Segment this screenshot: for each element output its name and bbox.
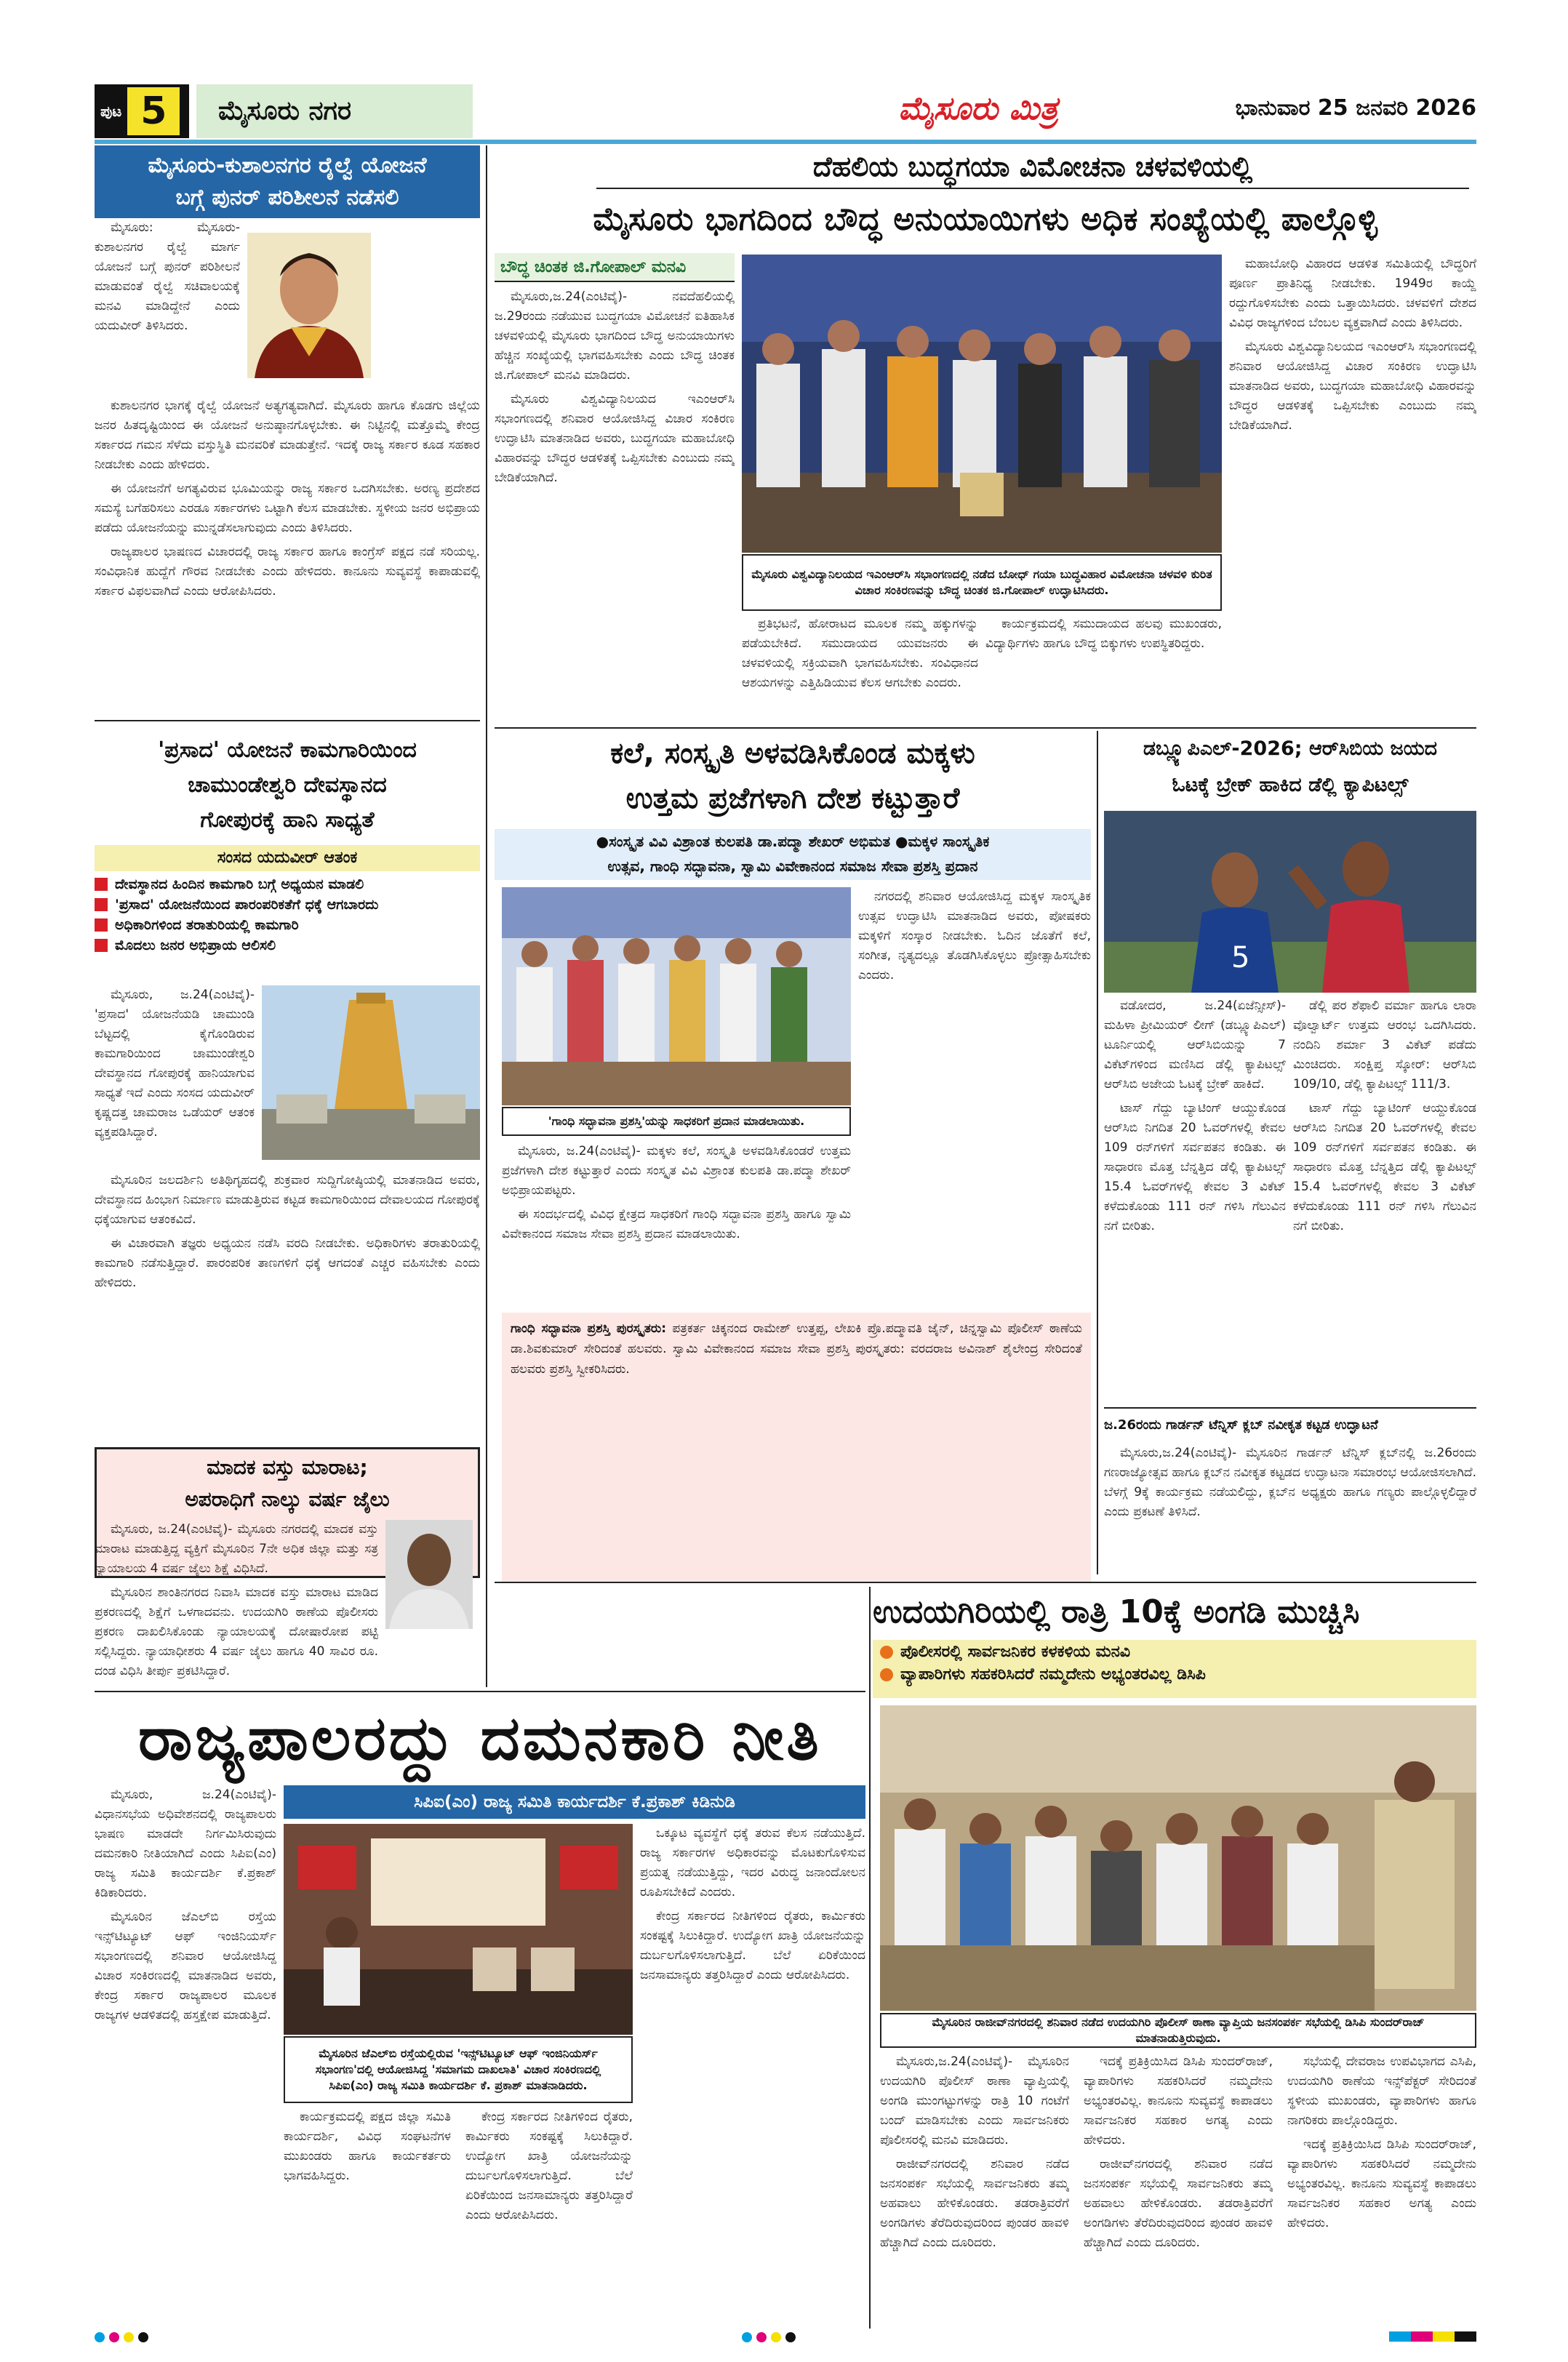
udayagiri-bullets (873, 1640, 1476, 1698)
section-name: ಮೈಸೂರು ನಗರ (196, 84, 473, 138)
rail-headline-line1: ಮೈಸೂರು-ಕುಶಾಲನಗರ ರೈಲ್ವೆ ಯೋಜನೆ (148, 153, 427, 178)
wpl-body (1104, 996, 1286, 1404)
udayagiri-body-3 (1287, 2052, 1476, 2329)
column-divider (869, 1587, 871, 2329)
buddha-body-3 (985, 614, 1222, 724)
tennis-headline: ಜ.26ರಂದು ಗಾರ್ಡನ್ ಟೆನ್ನಿಸ್ ಕ್ಲಬ್ ನವೀಕೃತ ಕಟ್ಟಡ ಉದ್ಘಾಟನೆ (1104, 1417, 1378, 1433)
culture-subhead (495, 829, 1091, 880)
wpl-headline-line1: ಡಬ್ಲ್ಯೂಪಿಎಲ್-2026; ಆರ್‌ಸಿಬಿಯ ಜಯದ (1143, 737, 1438, 760)
culture-awards-text: ಪತ್ರಕರ್ತ ಚಿಕ್ಕನಂದ ರಾಮೇಶ್ ಉತ್ತಪ್ಪ, ಲೇಖಕಿ ಪ್ರೊ.ಪದ್ಮಾವತಿ ಜೈನ್, ಚಿನ್ನಸ್ವಾಮಿ ಪೊಲೀಸ್ ಠಾಣೆಯ ಡಾ.ಶಿವಕುಮಾರ್ ಸೇರಿದಂತೆ ಹಲವರು. ಸ್ವಾಮಿ ವಿವೇಕಾನಂದ ಸಮಾಜ ಸೇವಾ ಪ್ರಶಸ್ತಿ ಪುರಸ್ಕೃತರು: ವರದರಾಜ ಅವಿನಾಶ್ ಶೈಲೇಂದ್ರ ಸೇರಿದಂತೆ ಹಲವರು ಪ್ರಶಸ್ತಿ ಸ್ವೀಕರಿಸಿದರು. (511, 1321, 1082, 1377)
column-divider (1097, 731, 1098, 1574)
wpl-headline (1104, 731, 1476, 811)
rail-headline-line2: ಬಗ್ಗೆ ಪುನರ್ ಪರಿಶೀಲನೆ ನಡೆಸಲಿ (175, 185, 399, 210)
prasada-headline (95, 727, 480, 844)
yaduveer-portrait (247, 233, 371, 378)
governor-para-5: ಕಾರ್ಯಕ್ರಮದಲ್ಲಿ ಪಕ್ಷದ ಜಿಲ್ಲಾ ಸಮಿತಿ ಕಾರ್ಯದರ್ಶಿ, ವಿವಿಧ ಸಂಘಟನೆಗಳ ಮುಖಂಡರು ಹಾಗೂ ಕಾರ್ಯಕರ್ತರು ಭಾಗವಹಿಸಿದ್ದರು. (284, 2110, 451, 2183)
rail-body (95, 396, 480, 709)
drugs-headline-line2: ಅಪರಾಧಿಗೆ ನಾಲ್ಕು ವರ್ಷ ಜೈಲು (185, 1487, 390, 1511)
divider (1104, 1407, 1476, 1409)
governor-body-3 (284, 2107, 451, 2326)
culture-headline-line2: ಉತ್ತಮ ಪ್ರಜೆಗಳಾಗಿ ದೇಶ ಕಟ್ಟುತ್ತಾರೆ (625, 782, 960, 815)
buddha-para-5b: ಮೈಸೂರು ವಿಶ್ವವಿದ್ಯಾನಿಲಯದ ಇಎಂಆರ್‌ಸಿ ಸಭಾಂಗಣದಲ್ಲಿ ಶನಿವಾರ ಆಯೋಜಿಸಿದ್ದ ವಿಚಾರ ಸಂಕಿರಣ ಉದ್ಘಾಟಿಸಿ ಮಾತನಾಡಿದ ಅವರು, ಬುದ್ಧಗಯಾ ಮಹಾಬೋಧಿ ವಿಹಾರವನ್ನು ಬೌದ್ಧರ ಆಡಳಿತಕ್ಕೆ ಒಪ್ಪಿಸಬೇಕು ಎಂಬುದು ನಮ್ಮ ಬೇಡಿಕೆಯಾಗಿದೆ. (1229, 340, 1476, 433)
buddha-para-4: ಕಾರ್ಯಕ್ರಮದಲ್ಲಿ ಸಮುದಾಯದ ಹಲವು ಮುಖಂಡರು, ವಿದ್ಯಾರ್ಥಿಗಳು ಹಾಗೂ ಬೌದ್ಧ ಬಿಕ್ಕುಗಳು ಉಪಸ್ಥಿತರಿದ್ದರು. (985, 617, 1222, 651)
divider (95, 1691, 865, 1692)
culture-headline (495, 731, 1091, 825)
tennis-para-1: ಮೈಸೂರು,ಜ.24(ಎಂಟಿವೈ)- ಮೈಸೂರಿನ ಗಾರ್ಡನ್ ಟೆನ್ನಿಸ್ ಕ್ಲಬ್‌ನಲ್ಲಿ ಜ.26ರಂದು ಗಣರಾಜ್ಯೋತ್ಸವ ಹಾಗೂ ಕ್ಲಬ್‌ನ ನವೀಕೃತ ಕಟ್ಟಡದ ಉದ್ಘಾಟನಾ ಸಮಾರಂಭ ಆಯೋಜಿಸಲಾಗಿದೆ. ಬೆಳಗ್ಗೆ 9ಕ್ಕೆ ಕಾರ್ಯಕ್ರಮ ನಡೆಯಲಿದ್ದು, ಕ್ಲಬ್‌ನ ಅಧ್ಯಕ್ಷರು ಹಾಗೂ ಗಣ್ಯರು ಪಾಲ್ಗೊಳ್ಳಲಿದ್ದಾರೆ ಎಂದು ಪ್ರಕಟಣೆ ತಿಳಿಸಿದೆ. (1104, 1446, 1476, 1519)
culture-awards-heading: ಗಾಂಧಿ ಸದ್ಭಾವನಾ ಪ್ರಶಸ್ತಿ ಪುರಸ್ಕೃತರು: (511, 1321, 667, 1336)
wpl-para-2: ಟಾಸ್ ಗೆದ್ದು ಬ್ಯಾಟಿಂಗ್ ಆಯ್ದುಕೊಂಡ ಆರ್‌ಸಿಬಿ ನಿಗದಿತ 20 ಓವರ್‌ಗಳಲ್ಲಿ ಕೇವಲ 109 ರನ್‌ಗಳಿಗೆ ಸರ್ವಪತನ ಕಂಡಿತು. ಈ ಸಾಧಾರಣ ಮೊತ್ತ ಬೆನ್ನತ್ತಿದ ಡೆಲ್ಲಿ ಕ್ಯಾಪಿಟಲ್ಸ್ 15.4 ಓವರ್‌ಗಳಲ್ಲಿ ಕೇವಲ 3 ವಿಕೆಟ್ ಕಳೆದುಕೊಂಡು 111 ರನ್ ಗಳಿಸಿ ಗೆಲುವಿನ ನಗೆ ಬೀರಿತು. (1104, 1101, 1286, 1233)
rail-headline (95, 145, 480, 218)
udayagiri-headline: ಉದಯಗಿರಿಯಲ್ಲಿ ರಾತ್ರಿ 10ಕ್ಕೆ ಅಂಗಡಿ ಮುಚ್ಚಿಸಿ (873, 1593, 1360, 1630)
buddha-photo-caption: ಮೈಸೂರು ವಿಶ್ವವಿದ್ಯಾನಿಲಯದ ಇಎಂಆರ್‌ಸಿ ಸಭಾಂಗಣದಲ್ಲಿ ನಡೆದ ಬೋಧ್ ಗಯಾ ಬುದ್ಧವಿಹಾರ ವಿಮೋಚನಾ ಚಳವಳಿ ಕುರಿತ ವಿಚಾರ ಸಂಕಿರಣವನ್ನು ಬೌದ್ಧ ಚಿಂತಕ ಜಿ.ಗೋಪಾಲ್ ಉದ್ಘಾಟಿಸಿದರು. (742, 554, 1222, 611)
dateline: ಭಾನುವಾರ 25 ಜನವರಿ 2026 (1235, 95, 1476, 121)
buddha-para-5: ಮಹಾಬೋಧಿ ವಿಹಾರದ ಆಡಳಿತ ಸಮಿತಿಯಲ್ಲಿ ಬೌದ್ಧರಿಗೆ ಪೂರ್ಣ ಪ್ರಾತಿನಿಧ್ಯ ನೀಡಬೇಕು. 1949ರ ಕಾಯ್ದೆ ರದ್ದುಗೊಳಿಸಬೇಕು ಎಂದು ಒತ್ತಾಯಿಸಿದರು. ಚಳವಳಿಗೆ ದೇಶದ ವಿವಿಧ ರಾಜ್ಯಗಳಿಂದ ಬೆಂಬಲ ವ್ಯಕ್ತವಾಗಿದೆ ಎಂದು ತಿಳಿಸಿದರು. (1229, 257, 1476, 330)
column-divider (486, 145, 487, 1687)
rail-intro: ಮೈಸೂರು: ಮೈಸೂರು-ಕುಶಾಲನಗರ ರೈಲ್ವೆ ಮಾರ್ಗ ಯೋಜನೆ ಬಗ್ಗೆ ಪುನರ್ ಪರಿಶೀಲನೆ ಮಾಡುವಂತೆ ರೈಲ್ವೆ ಸಚಿವಾಲಯಕ್ಕೆ ಮನವಿ ಮಾಡಿದ್ದೇನೆ ಎಂದು ಯದುವೀರ್ ತಿಳಿಸಿದರು. (95, 220, 240, 333)
buddha-para-2: ಮೈಸೂರು ವಿಶ್ವವಿದ್ಯಾನಿಲಯದ ಇಎಂಆರ್‌ಸಿ ಸಭಾಂಗಣದಲ್ಲಿ ಶನಿವಾರ ಆಯೋಜಿಸಿದ್ದ ವಿಚಾರ ಸಂಕಿರಣ ಉದ್ಘಾಟಿಸಿ ಮಾತನಾಡಿದ ಅವರು, ಬುದ್ಧಗಯಾ ಮಹಾಬೋಧಿ ವಿಹಾರವನ್ನು ಬೌದ್ಧರ ಆಡಳಿತಕ್ಕೆ ಒಪ್ಪಿಸಬೇಕು ಎಂಬುದು ನಮ್ಮ ಬೇಡಿಕೆಯಾಗಿದೆ. (495, 392, 735, 485)
divider (495, 1582, 1476, 1583)
registration-dots-left (95, 2331, 153, 2345)
prasada-para-1: ಮೈಸೂರು, ಜ.24(ಎಂಟಿವೈ)- 'ಪ್ರಸಾದ' ಯೋಜನೆಯಡಿ ಚಾಮುಂಡಿ ಬೆಟ್ಟದಲ್ಲಿ ಕೈಗೊಂಡಿರುವ ಕಾಮಗಾರಿಯಿಂದ ಚಾಮುಂಡೇಶ್ವರಿ ದೇವಸ್ಥಾನದ ಗೋಪುರಕ್ಕೆ ಹಾನಿಯಾಗುವ ಸಾಧ್ಯತೆ ಇದೆ ಎಂದು ಸಂಸದ ಯದುವೀರ್ ಕೃಷ್ಣದತ್ತ ಚಾಮರಾಜ ಒಡೆಯರ್ ಆತಂಕ ವ್ಯಕ್ತಪಡಿಸಿದ್ದಾರೆ. (95, 988, 255, 1140)
prasada-byline: ಸಂಸದ ಯದುವೀರ್ ಆತಂಕ (95, 845, 480, 871)
culture-award-photo (502, 887, 851, 1105)
culture-body-left (502, 1142, 851, 1309)
udayagiri-para-3b: ಇದಕ್ಕೆ ಪ್ರತಿಕ್ರಿಯಿಸಿದ ಡಿಸಿಪಿ ಸುಂದರ್‌ರಾಜ್, ವ್ಯಾಪಾರಿಗಳು ಸಹಕರಿಸಿದರೆ ನಮ್ಮದೇನು ಅಭ್ಯಂತರವಿಲ್ಲ. ಕಾನೂನು ಸುವ್ಯವಸ್ಥೆ ಕಾಪಾಡಲು ಸಾರ್ವಜನಿಕರ ಸಹಕಾರ ಅಗತ್ಯ ಎಂದು ಹೇಳಿದರು. (1287, 2137, 1476, 2230)
chamundi-temple-photo (262, 985, 480, 1160)
buddha-para-3: ಪ್ರತಿಭಟನೆ, ಹೋರಾಟದ ಮೂಲಕ ನಮ್ಮ ಹಕ್ಕುಗಳನ್ನು ಪಡೆಯಬೇಕಿದೆ. ಸಮುದಾಯದ ಯುವಜನರು ಈ ಚಳವಳಿಯಲ್ಲಿ ಸಕ್ರಿಯವಾಗಿ ಭಾಗವಹಿಸಬೇಕು. ಸಂವಿಧಾನದ ಆಶಯಗಳನ್ನು ಎತ್ತಿಹಿಡಿಯುವ ಕೆಲಸ ಆಗಬೇಕು ಎಂದರು. (742, 617, 978, 690)
prasada-para-2: ಮೈಸೂರಿನ ಜಲದರ್ಶಿನಿ ಅತಿಥಿಗೃಹದಲ್ಲಿ ಶುಕ್ರವಾರ ಸುದ್ದಿಗೋಷ್ಠಿಯಲ್ಲಿ ಮಾತನಾಡಿದ ಅವರು, ದೇವಸ್ಥಾನದ ಹಿಂಭಾಗ ನಿರ್ಮಾಣ ಮಾಡುತ್ತಿರುವ ಕಟ್ಟಡ ಕಾಮಗಾರಿಯಿಂದ ದೇವಾಲಯದ ಗೋಪುರಕ್ಕೆ ಧಕ್ಕೆಯಾಗುವ ಆತಂಕವಿದೆ. (95, 1173, 480, 1227)
udayagiri-body-2 (1084, 2052, 1273, 2329)
udayagiri-bullet-2: ವ್ಯಾಪಾರಿಗಳು ಸಹಕರಿಸಿದರೆ ನಮ್ಮದೇನು ಅಭ್ಯಂತರವಿಲ್ಲ ಡಿಸಿಪಿ (880, 1665, 1469, 1684)
udayagiri-para-4: ಸಭೆಯಲ್ಲಿ ದೇವರಾಜ ಉಪವಿಭಾಗದ ಎಸಿಪಿ, ಉದಯಗಿರಿ ಠಾಣೆಯ ಇನ್ಸ್‌ಪೆಕ್ಟರ್ ಸೇರಿದಂತೆ ಸ್ಥಳೀಯ ಮುಖಂಡರು, ವ್ಯಾಪಾರಿಗಳು ಹಾಗೂ ನಾಗರಿಕರು ಪಾಲ್ಗೊಂಡಿದ್ದರು. (1287, 2054, 1476, 2128)
culture-subhead-line1: ●ಸಂಸ್ಕೃತ ವಿವಿ ವಿಶ್ರಾಂತ ಕುಲಪತಿ ಡಾ.ಪದ್ಮಾ ಶೇಖರ್ ಅಭಿಮತ ●ಮಕ್ಕಳ ಸಾಂಸ್ಕೃತಿಕ (596, 833, 990, 850)
prasada-bullet: 'ಪ್ರಸಾದ' ಯೋಜನೆಯಿಂದ ಪಾರಂಪರಿಕತೆಗೆ ಧಕ್ಕೆ ಆಗಬಾರದು (95, 897, 480, 913)
governor-photo-caption: ಮೈಸೂರಿನ ಜೆಎಲ್‌ಬಿ ರಸ್ತೆಯಲ್ಲಿರುವ 'ಇನ್ಸ್‌ಟಿಟ್ಯೂಟ್ ಆಫ್ ಇಂಜಿನಿಯರ್ಸ್ ಸಭಾಂಗಣ'ದಲ್ಲಿ ಆಯೋಜಿಸಿದ್ದ 'ಸಮಾಗಮ ದಾಖಲಾತಿ' ವಿಚಾರ ಸಂಕಿರಣದಲ್ಲಿ ಸಿಪಿಐ(ಎಂ) ರಾಜ್ಯ ಸಮಿತಿ ಕಾರ್ಯದರ್ಶಿ ಕೆ. ಪ್ರಕಾಶ್ ಮಾತನಾಡಿದರು. (284, 2036, 633, 2103)
governor-body-2 (640, 1824, 865, 2326)
culture-awards-box (502, 1313, 1091, 1582)
buddha-byline: ಬೌದ್ಧ ಚಿಂತಕ ಜಿ.ಗೋಪಾಲ್ ಮನವಿ (495, 253, 735, 282)
prasada-body (95, 1171, 480, 1447)
drugs-para-1: ಮೈಸೂರು, ಜ.24(ಎಂಟಿವೈ)- ಮೈಸೂರು ನಗರದಲ್ಲಿ ಮಾದಕ ವಸ್ತು ಮಾರಾಟ ಮಾಡುತ್ತಿದ್ದ ವ್ಯಕ್ತಿಗೆ ಮೈಸೂರಿನ 7ನೇ ಅಧಿಕ ಜಿಲ್ಲಾ ಮತ್ತು ಸತ್ರ ನ್ಯಾಯಾಲಯ 4 ವರ್ಷ ಜೈಲು ಶಿಕ್ಷೆ ವಿಧಿಸಿದೆ. (95, 1522, 378, 1576)
buddha-headline: ಮೈಸೂರು ಭಾಗದಿಂದ ಬೌದ್ಧ ಅನುಯಾಯಿಗಳು ಅಧಿಕ ಸಂಖ್ಯೆಯಲ್ಲಿ ಪಾಲ್ಗೊಳ್ಳಿ (593, 201, 1378, 238)
prasada-bullet: ದೇವಸ್ಥಾನದ ಹಿಂದಿನ ಕಾಮಗಾರಿ ಬಗ್ಗೆ ಅಧ್ಯಯನ ಮಾಡಲಿ (95, 876, 480, 892)
buddha-body-4 (1229, 255, 1476, 724)
svg-text:5: 5 (1231, 941, 1250, 974)
registration-dots-center (742, 2331, 800, 2345)
governor-event-photo (284, 1824, 633, 2035)
tennis-body (1104, 1444, 1476, 1574)
drugs-body (95, 1520, 378, 1687)
wpl-para-2b: ಟಾಸ್ ಗೆದ್ದು ಬ್ಯಾಟಿಂಗ್ ಆಯ್ದುಕೊಂಡ ಆರ್‌ಸಿಬಿ ನಿಗದಿತ 20 ಓವರ್‌ಗಳಲ್ಲಿ ಕೇವಲ 109 ರನ್‌ಗಳಿಗೆ ಸರ್ವಪತನ ಕಂಡಿತು. ಈ ಸಾಧಾರಣ ಮೊತ್ತ ಬೆನ್ನತ್ತಿದ ಡೆಲ್ಲಿ ಕ್ಯಾಪಿಟಲ್ಸ್ 15.4 ಓವರ್‌ಗಳಲ್ಲಿ ಕೇವಲ 3 ವಿಕೆಟ್ ಕಳೆದುಕೊಂಡು 111 ರನ್ ಗಳಿಸಿ ಗೆಲುವಿನ ನಗೆ ಬೀರಿತು. (1293, 1101, 1476, 1233)
culture-subhead-line2: ಉತ್ಸವ, ಗಾಂಧಿ ಸದ್ಭಾವನಾ, ಸ್ವಾಮಿ ವಿವೇಕಾನಂದ ಸಮಾಜ ಸೇವಾ ಪ್ರಶಸ್ತಿ ಪ್ರದಾನ (607, 857, 978, 875)
culture-para-3: ಈ ಸಂದರ್ಭದಲ್ಲಿ ವಿವಿಧ ಕ್ಷೇತ್ರದ ಸಾಧಕರಿಗೆ ಗಾಂಧಿ ಸದ್ಭಾವನಾ ಪ್ರಶಸ್ತಿ ಹಾಗೂ ಸ್ವಾಮಿ ವಿವೇಕಾನಂದ ಸಮಾಜ ಸೇವಾ ಪ್ರಶಸ್ತಿ ಪ್ರದಾನ ಮಾಡಲಾಯಿತು. (502, 1207, 851, 1241)
drugs-headline (99, 1452, 476, 1517)
drugs-headline-line1: ಮಾದಕ ವಸ್ತು ಮಾರಾಟ; (207, 1455, 368, 1479)
governor-para-3: ಒಕ್ಕೂಟ ವ್ಯವಸ್ಥೆಗೆ ಧಕ್ಕೆ ತರುವ ಕೆಲಸ ನಡೆಯುತ್ತಿದೆ. ರಾಜ್ಯ ಸರ್ಕಾರಗಳ ಅಧಿಕಾರವನ್ನು ಮೊಟಕುಗೊಳಿಸುವ ಪ್ರಯತ್ನ ನಡೆಯುತ್ತಿದ್ದು, ಇದರ ವಿರುದ್ಧ ಜನಾಂದೋಲನ ರೂಪಿಸಬೇಕಿದೆ ಎಂದರು. (640, 1826, 865, 1899)
page-label: ಪುಟ (100, 103, 122, 120)
rail-para-3: ರಾಜ್ಯಪಾಲರ ಭಾಷಣದ ವಿಚಾರದಲ್ಲಿ ರಾಜ್ಯ ಸರ್ಕಾರ ಹಾಗೂ ಕಾಂಗ್ರೆಸ್ ಪಕ್ಷದ ನಡೆ ಸರಿಯಲ್ಲ. ಸಂವಿಧಾನಿಕ ಹುದ್ದೆಗೆ ಗೌರವ ನೀಡಬೇಕು ಎಂದು ಹೇಳಿದರು. ಕಾನೂನು ಸುವ್ಯವಸ್ಥೆ ಕಾಪಾಡುವಲ್ಲಿ ಸರ್ಕಾರ ವಿಫಲವಾಗಿದೆ ಎಂದು ಆರೋಪಿಸಿದರು. (95, 545, 480, 598)
udayagiri-photo-caption: ಮೈಸೂರಿನ ರಾಜೀವ್‌ನಗರದಲ್ಲಿ ಶನಿವಾರ ನಡೆದ ಉದಯಗಿರಿ ಪೊಲೀಸ್ ಠಾಣಾ ವ್ಯಾಪ್ತಿಯ ಜನಸಂಪರ್ಕ ಸಭೆಯಲ್ಲಿ ಡಿಸಿಪಿ ಸುಂದರ್‌ರಾಜ್ ಮಾತನಾಡುತ್ತಿರುವುದು. (880, 2013, 1476, 2048)
governor-para-4: ಕೇಂದ್ರ ಸರ್ಕಾರದ ನೀತಿಗಳಿಂದ ರೈತರು, ಕಾರ್ಮಿಕರು ಸಂಕಷ್ಟಕ್ಕೆ ಸಿಲುಕಿದ್ದಾರೆ. ಉದ್ಯೋಗ ಖಾತ್ರಿ ಯೋಜನೆಯನ್ನು ದುರ್ಬಲಗೊಳಿಸಲಾಗುತ್ತಿದೆ. ಬೆಲೆ ಏರಿಕೆಯಿಂದ ಜನಸಾಮಾನ್ಯರು ತತ್ತರಿಸಿದ್ದಾರೆ ಎಂದು ಆರೋಪಿಸಿದರು. (640, 1909, 865, 1982)
governor-byline: ಸಿಪಿಐ(ಎಂ) ರಾಜ್ಯ ಸಮಿತಿ ಕಾರ್ಯದರ್ಶಿ ಕೆ.ಪ್ರಕಾಶ್ ಕಿಡಿನುಡಿ (284, 1785, 865, 1819)
prasada-headline-line2: ಚಾಮುಂಡೇಶ್ವರಿ ದೇವಸ್ಥಾನದ (188, 772, 387, 798)
governor-body-4 (465, 2107, 633, 2326)
governor-para-2: ಮೈಸೂರಿನ ಜೆಎಲ್‌ಬಿ ರಸ್ತೆಯ ಇನ್ಸ್‌ಟಿಟ್ಯೂಟ್ ಆಫ್ ಇಂಜಿನಿಯರ್ಸ್ ಸಭಾಂಗಣದಲ್ಲಿ ಶನಿವಾರ ಆಯೋಜಿಸಿದ್ದ ವಿಚಾರ ಸಂಕಿರಣದಲ್ಲಿ ಮಾತನಾಡಿದ ಅವರು, ಕೇಂದ್ರ ಸರ್ಕಾರ ರಾಜ್ಯಪಾಲರ ಮೂಲಕ ರಾಜ್ಯಗಳ ಆಡಳಿತದಲ್ಲಿ ಹಸ್ತಕ್ಷೇಪ ಮಾಡುತ್ತಿದೆ. (95, 1910, 276, 2022)
buddha-kicker: ದೆಹಲಿಯ ಬುದ್ಧಗಯಾ ವಿಮೋಚನಾ ಚಳವಳಿಯಲ್ಲಿ (596, 145, 1469, 189)
prasada-headline-line3: ಗೋಪುರಕ್ಕೆ ಹಾನಿ ಸಾಧ್ಯತೆ (200, 807, 375, 833)
drugs-para-2: ಮೈಸೂರಿನ ಶಾಂತಿನಗರದ ನಿವಾಸಿ ಮಾದಕ ವಸ್ತು ಮಾರಾಟ ಮಾಡಿದ ಪ್ರಕರಣದಲ್ಲಿ ಶಿಕ್ಷೆಗೆ ಒಳಗಾದವನು. ಉದಯಗಿರಿ ಠಾಣೆಯ ಪೊಲೀಸರು ಪ್ರಕರಣ ದಾಖಲಿಸಿಕೊಂಡು ನ್ಯಾಯಾಲಯಕ್ಕೆ ದೋಷಾರೋಪ ಪಟ್ಟಿ ಸಲ್ಲಿಸಿದ್ದರು. ನ್ಯಾಯಾಧೀಶರು 4 ವರ್ಷ ಜೈಲು ಹಾಗೂ 40 ಸಾವಿರ ರೂ. ದಂಡ ವಿಧಿಸಿ ತೀರ್ಪು ಪ್ರಕಟಿಸಿದ್ದಾರೆ. (95, 1585, 378, 1678)
masthead-rule (95, 140, 1476, 144)
buddha-para-1: ಮೈಸೂರು,ಜ.24(ಎಂಟಿವೈ)- ನವದೆಹಲಿಯಲ್ಲಿ ಜ.29ರಂದು ನಡೆಯುವ ಬುದ್ಧಗಯಾ ವಿಮೋಚನೆ ಐತಿಹಾಸಿಕ ಚಳವಳಿಯಲ್ಲಿ ಮೈಸೂರು ಭಾಗದಿಂದ ಬೌದ್ಧ ಅನುಯಾಯಿಗಳು ಹೆಚ್ಚಿನ ಸಂಖ್ಯೆಯಲ್ಲಿ ಭಾಗವಹಿಸಬೇಕು ಎಂದು ಬೌದ್ಧ ಚಿಂತಕ ಜಿ.ಗೋಪಾಲ್ ಮನವಿ ಮಾಡಿದರು. (495, 289, 735, 383)
prasada-headline-line1: 'ಪ್ರಸಾದ' ಯೋಜನೆ ಕಾಮಗಾರಿಯಿಂದ (158, 737, 417, 763)
governor-body-1 (95, 1785, 276, 2323)
buddha-event-photo (742, 255, 1222, 553)
prasada-para-3: ಈ ವಿಚಾರವಾಗಿ ತಜ್ಞರು ಅಧ್ಯಯನ ನಡೆಸಿ ವರದಿ ನೀಡಬೇಕು. ಅಧಿಕಾರಿಗಳು ತರಾತುರಿಯಲ್ಲಿ ಕಾಮಗಾರಿ ನಡೆಸುತ್ತಿದ್ದಾರೆ. ಪಾರಂಪರಿಕ ತಾಣಗಳಿಗೆ ಧಕ್ಕೆ ಆಗದಂತೆ ಎಚ್ಚರ ವಹಿಸಬೇಕು ಎಂದು ಹೇಳಿದರು. (95, 1236, 480, 1290)
udayagiri-para-1: ಮೈಸೂರು,ಜ.24(ಎಂಟಿವೈ)- ಮೈಸೂರಿನ ಉದಯಗಿರಿ ಪೊಲೀಸ್ ಠಾಣಾ ವ್ಯಾಪ್ತಿಯಲ್ಲಿ ಅಂಗಡಿ ಮುಂಗಟ್ಟುಗಳನ್ನು ರಾತ್ರಿ 10 ಗಂಟೆಗೆ ಬಂದ್ ಮಾಡಿಸಬೇಕು ಎಂದು ಸಾರ್ವಜನಿಕರು ಪೊಲೀಸರಲ್ಲಿ ಮನವಿ ಮಾಡಿದರು. (880, 2054, 1069, 2147)
governor-para-1: ಮೈಸೂರು, ಜ.24(ಎಂಟಿವೈ)- ವಿಧಾನಸಭೆಯ ಅಧಿವೇಶನದಲ್ಲಿ ರಾಜ್ಯಪಾಲರು ಭಾಷಣ ಮಾಡದೇ ನಿರ್ಗಮಿಸಿರುವುದು ದಮನಕಾರಿ ನೀತಿಯಾಗಿದೆ ಎಂದು ಸಿಪಿಐ(ಎಂ) ರಾಜ್ಯ ಸಮಿತಿ ಕಾರ್ಯದರ್ಶಿ ಕೆ.ಪ್ರಕಾಶ್ ಕಿಡಿಕಾರಿದರು. (95, 1787, 276, 1900)
buddha-body-2 (742, 614, 978, 724)
convict-photo (385, 1520, 473, 1629)
udayagiri-para-3: ಇದಕ್ಕೆ ಪ್ರತಿಕ್ರಿಯಿಸಿದ ಡಿಸಿಪಿ ಸುಂದರ್‌ರಾಜ್, ವ್ಯಾಪಾರಿಗಳು ಸಹಕರಿಸಿದರೆ ನಮ್ಮದೇನು ಅಭ್ಯಂತರವಿಲ್ಲ. ಕಾನೂನು ಸುವ್ಯವಸ್ಥೆ ಕಾಪಾಡಲು ಸಾರ್ವಜನಿಕರ ಸಹಕಾರ ಅಗತ್ಯ ಎಂದು ಹೇಳಿದರು. (1084, 2054, 1273, 2147)
page-number: 5 (127, 87, 180, 135)
prasada-body-left (95, 985, 255, 1167)
udayagiri-body-1 (880, 2052, 1069, 2329)
rail-para-2: ಈ ಯೋಜನೆಗೆ ಅಗತ್ಯವಿರುವ ಭೂಮಿಯನ್ನು ರಾಜ್ಯ ಸರ್ಕಾರ ಒದಗಿಸಬೇಕು. ಅರಣ್ಯ ಪ್ರದೇಶದ ಸಮಸ್ಯೆ ಬಗೆಹರಿಸಲು ಎರಡೂ ಸರ್ಕಾರಗಳು ಒಟ್ಟಾಗಿ ಕೆಲಸ ಮಾಡಬೇಕು. ಸ್ಥಳೀಯ ಜನರ ಅಭಿಪ್ರಾಯ ಪಡೆದು ಯೋಜನೆಯನ್ನು ಮುನ್ನಡೆಸಲಾಗುವುದು ಎಂದು ತಿಳಿಸಿದರು. (95, 481, 480, 535)
prasada-bullet: ಮೊದಲು ಜನರ ಅಭಿಪ್ರಾಯ ಆಲಿಸಲಿ (95, 937, 480, 953)
culture-para-1: ಮೈಸೂರು, ಜ.24(ಎಂಟಿವೈ)- ಮಕ್ಕಳು ಕಲೆ, ಸಂಸ್ಕೃತಿ ಅಳವಡಿಸಿಕೊಂಡರೆ ಉತ್ತಮ ಪ್ರಜೆಗಳಾಗಿ ದೇಶ ಕಟ್ಟುತ್ತಾರೆ ಎಂದು ಸಂಸ್ಕೃತ ವಿವಿ ವಿಶ್ರಾಂತ ಕುಲಪತಿ ಡಾ.ಪದ್ಮಾ ಶೇಖರ್ ಅಭಿಪ್ರಾಯಪಟ್ಟರು. (502, 1144, 851, 1198)
color-bar (1389, 2331, 1476, 2342)
prasada-bullets (95, 876, 480, 958)
udayagiri-para-2: ರಾಜೀವ್‌ನಗರದಲ್ಲಿ ಶನಿವಾರ ನಡೆದ ಜನಸಂಪರ್ಕ ಸಭೆಯಲ್ಲಿ ಸಾರ್ವಜನಿಕರು ತಮ್ಮ ಅಹವಾಲು ಹೇಳಿಕೊಂಡರು. ತಡರಾತ್ರಿವರೆಗೆ ಅಂಗಡಿಗಳು ತೆರೆದಿರುವುದರಿಂದ ಪುಂಡರ ಹಾವಳಿ ಹೆಚ್ಚಾಗಿದೆ ಎಂದು ದೂರಿದರು. (880, 2157, 1069, 2250)
prasada-bullet: ಅಧಿಕಾರಿಗಳಿಂದ ತರಾತುರಿಯಲ್ಲಿ ಕಾಮಗಾರಿ (95, 917, 480, 933)
governor-para-4b: ಕೇಂದ್ರ ಸರ್ಕಾರದ ನೀತಿಗಳಿಂದ ರೈತರು, ಕಾರ್ಮಿಕರು ಸಂಕಷ್ಟಕ್ಕೆ ಸಿಲುಕಿದ್ದಾರೆ. ಉದ್ಯೋಗ ಖಾತ್ರಿ ಯೋಜನೆಯನ್ನು ದುರ್ಬಲಗೊಳಿಸಲಾಗುತ್ತಿದೆ. ಬೆಲೆ ಏರಿಕೆಯಿಂದ ಜನಸಾಮಾನ್ಯರು ತತ್ತರಿಸಿದ್ದಾರೆ ಎಂದು ಆರೋಪಿಸಿದರು. (465, 2110, 633, 2222)
rail-para-1: ಕುಶಾಲನಗರ ಭಾಗಕ್ಕೆ ರೈಲ್ವೆ ಯೋಜನೆ ಅತ್ಯಗತ್ಯವಾಗಿದೆ. ಮೈಸೂರು ಹಾಗೂ ಕೊಡಗು ಜಿಲ್ಲೆಯ ಜನರ ಹಿತದೃಷ್ಟಿಯಿಂದ ಈ ಯೋಜನೆ ಅನುಷ್ಠಾನಗೊಳ್ಳಬೇಕು. ಈ ನಿಟ್ಟಿನಲ್ಲಿ ಮತ್ತೊಮ್ಮೆ ಕೇಂದ್ರ ಸರ್ಕಾರದ ಗಮನ ಸೆಳೆದು ವಸ್ತುಸ್ಥಿತಿ ಮನವರಿಕೆ ಮಾಡುತ್ತೇನೆ. ಇದಕ್ಕೆ ರಾಜ್ಯ ಸರ್ಕಾರ ಕೂಡ ಸಹಕಾರ ನೀಡಬೇಕು ಎಂದು ಹೇಳಿದರು. (95, 399, 480, 472)
culture-photo-caption: 'ಗಾಂಧಿ ಸದ್ಭಾವನಾ ಪ್ರಶಸ್ತಿ'ಯನ್ನು ಸಾಧಕರಿಗೆ ಪ್ರದಾನ ಮಾಡಲಾಯಿತು. (502, 1107, 851, 1136)
rail-body-left (95, 218, 240, 393)
governor-headline: ರಾಜ್ಯಪಾಲರದ್ದು ದಮನಕಾರಿ ನೀತಿ (138, 1702, 822, 1774)
culture-para-2: ನಗರದಲ್ಲಿ ಶನಿವಾರ ಆಯೋಜಿಸಿದ್ದ ಮಕ್ಕಳ ಸಾಂಸ್ಕೃತಿಕ ಉತ್ಸವ ಉದ್ಘಾಟಿಸಿ ಮಾತನಾಡಿದ ಅವರು, ಪೋಷಕರು ಮಕ್ಕಳಿಗೆ ಸಂಸ್ಕಾರ ನೀಡಬೇಕು. ಓದಿನ ಜೊತೆಗೆ ಕಲೆ, ಸಂಗೀತ, ನೃತ್ಯದಲ್ಲೂ ತೊಡಗಿಸಿಕೊಳ್ಳಲು ಪ್ರೋತ್ಸಾಹಿಸಬೇಕು ಎಂದರು. (858, 889, 1091, 982)
wpl-body-2 (1293, 996, 1476, 1404)
wpl-headline-line2: ಓಟಕ್ಕೆ ಬ್ರೇಕ್ ಹಾಕಿದ ಡೆಲ್ಲಿ ಕ್ಯಾಪಿಟಲ್ಸ್ (1172, 774, 1409, 796)
culture-headline-line1: ಕಲೆ, ಸಂಸ್ಕೃತಿ ಅಳವಡಿಸಿಕೊಂಡ ಮಕ್ಕಳು (610, 737, 975, 770)
wpl-match-photo (1104, 811, 1476, 993)
udayagiri-meeting-photo (880, 1705, 1476, 2011)
newspaper-logo: ಮೈಸೂರು ಮಿತ್ರ (898, 89, 1058, 127)
wpl-para-1: ವಡೋದರ, ಜ.24(ಏಜೆನ್ಸೀಸ್)- ಮಹಿಳಾ ಪ್ರೀಮಿಯರ್ ಲೀಗ್ (ಡಬ್ಲ್ಯೂಪಿಎಲ್) ಟೂರ್ನಿಯಲ್ಲಿ ಆರ್‌ಸಿಬಿಯನ್ನು 7 ವಿಕೆಟ್‌ಗಳಿಂದ ಮಣಿಸಿದ ಡೆಲ್ಲಿ ಕ್ಯಾಪಿಟಲ್ಸ್ ಆರ್‌ಸಿಬಿ ಅಜೇಯ ಓಟಕ್ಕೆ ಬ್ರೇಕ್ ಹಾಕಿದೆ. (1104, 998, 1286, 1092)
udayagiri-bullet-1: ಪೊಲೀಸರಲ್ಲಿ ಸಾರ್ವಜನಿಕರ ಕಳಕಳಿಯ ಮನವಿ (880, 1643, 1469, 1661)
page-number-box (95, 84, 189, 138)
udayagiri-para-2b: ರಾಜೀವ್‌ನಗರದಲ್ಲಿ ಶನಿವಾರ ನಡೆದ ಜನಸಂಪರ್ಕ ಸಭೆಯಲ್ಲಿ ಸಾರ್ವಜನಿಕರು ತಮ್ಮ ಅಹವಾಲು ಹೇಳಿಕೊಂಡರು. ತಡರಾತ್ರಿವರೆಗೆ ಅಂಗಡಿಗಳು ತೆರೆದಿರುವುದರಿಂದ ಪುಂಡರ ಹಾವಳಿ ಹೆಚ್ಚಾಗಿದೆ ಎಂದು ದೂರಿದರು. (1084, 2157, 1273, 2250)
buddha-body-1 (495, 287, 735, 691)
divider (95, 720, 480, 721)
divider (495, 727, 1476, 729)
culture-body-right (858, 887, 1091, 1207)
wpl-para-3: ಡೆಲ್ಲಿ ಪರ ಶೆಫಾಲಿ ವರ್ಮಾ ಹಾಗೂ ಲಾರಾ ವೊಲ್ವಾರ್ಟ್ ಉತ್ತಮ ಆರಂಭ ಒದಗಿಸಿದರು. ನಂದಿನಿ ಶರ್ಮಾ 3 ವಿಕೆಟ್ ಪಡೆದು ಮಿಂಚಿದರು. ಸಂಕ್ಷಿಪ್ತ ಸ್ಕೋರ್: ಆರ್‌ಸಿಬಿ 109/10, ಡೆಲ್ಲಿ ಕ್ಯಾಪಿಟಲ್ಸ್ 111/3. (1293, 998, 1476, 1092)
